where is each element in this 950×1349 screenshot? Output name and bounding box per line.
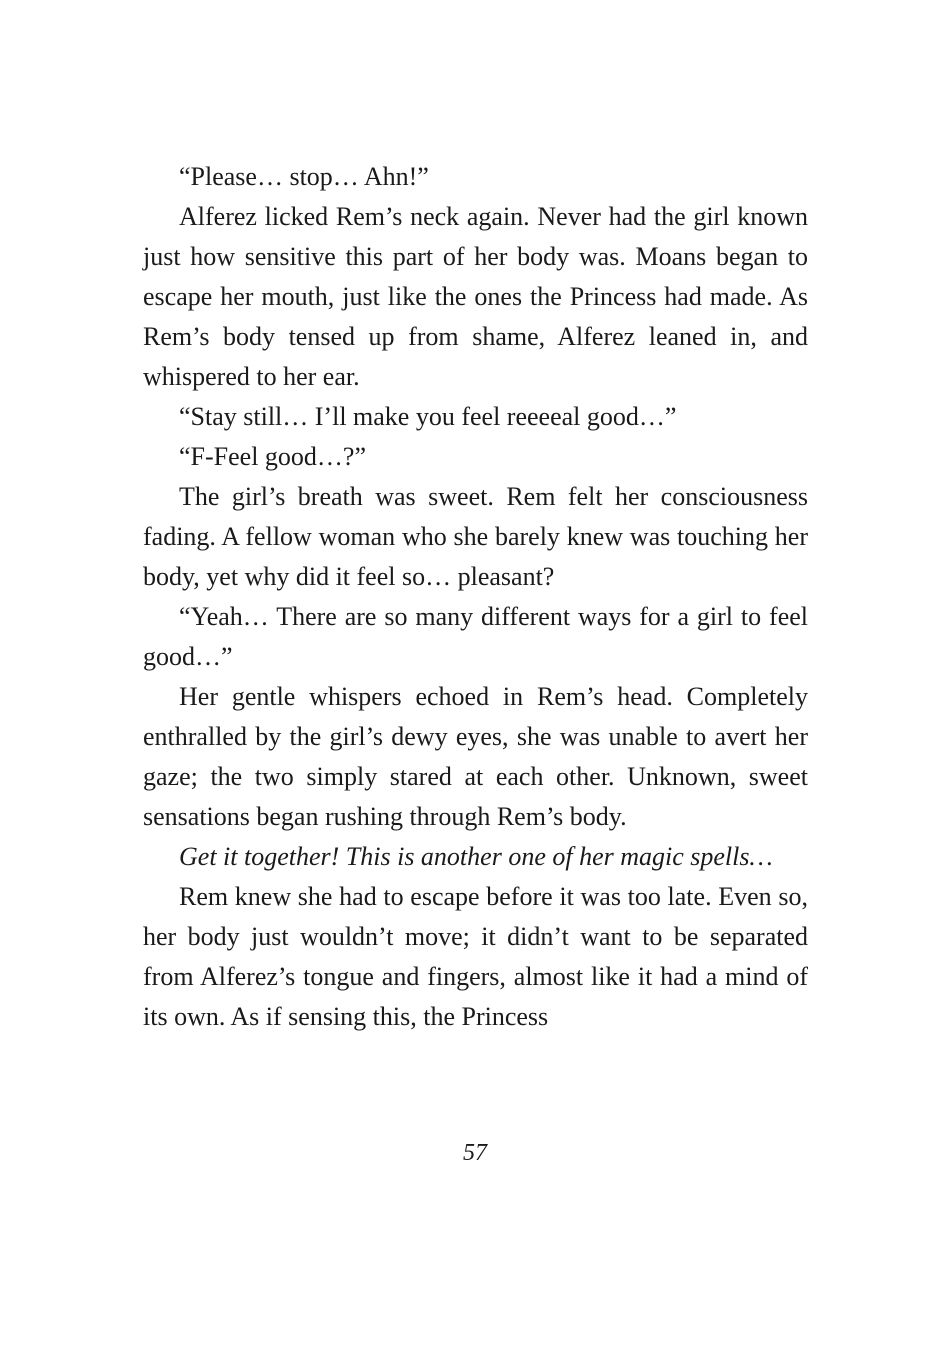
paragraph-1: “Please… stop… Ahn!”: [179, 162, 429, 191]
paragraph-4: “F-Feel good…?”: [179, 442, 367, 471]
paragraph-9: Rem knew she had to escape before it was too late. Even so, her body just wouldn’t move; it didn’t want to be separated from Alferez’s tongue and fingers, almost like it had a mind of its own. As if sensing this, the Princess: [143, 882, 808, 1031]
paragraph-8-thought: Get it together! This is another one of her magic spells…: [179, 842, 773, 871]
paragraph-3: “Stay still… I’ll make you feel reeeeal good…”: [179, 402, 677, 431]
paragraph-7: Her gentle whispers echoed in Rem’s head. Completely enthralled by the girl’s dewy eyes, she was unable to avert her gaze; the two simply stared at each other. Unknown, sweet sensations began rushing through Rem’s body.: [143, 682, 808, 831]
body-text: [143, 157, 808, 1037]
paragraph-6: “Yeah… There are so many different ways for a girl to feel good…”: [143, 602, 808, 671]
page-number: 57: [463, 1140, 487, 1166]
paragraph-2: Alferez licked Rem’s neck again. Never had the girl known just how sensitive this part of her body was. Moans began to escape her mouth, just like the ones the Princess had made. As Rem’s body tensed up from shame, Alferez leaned in, and whispered to her ear.: [143, 202, 808, 391]
paragraph-5: The girl’s breath was sweet. Rem felt her consciousness fading. A fellow woman who she barely knew was touching her body, yet why did it feel so… pleasant?: [143, 482, 808, 591]
